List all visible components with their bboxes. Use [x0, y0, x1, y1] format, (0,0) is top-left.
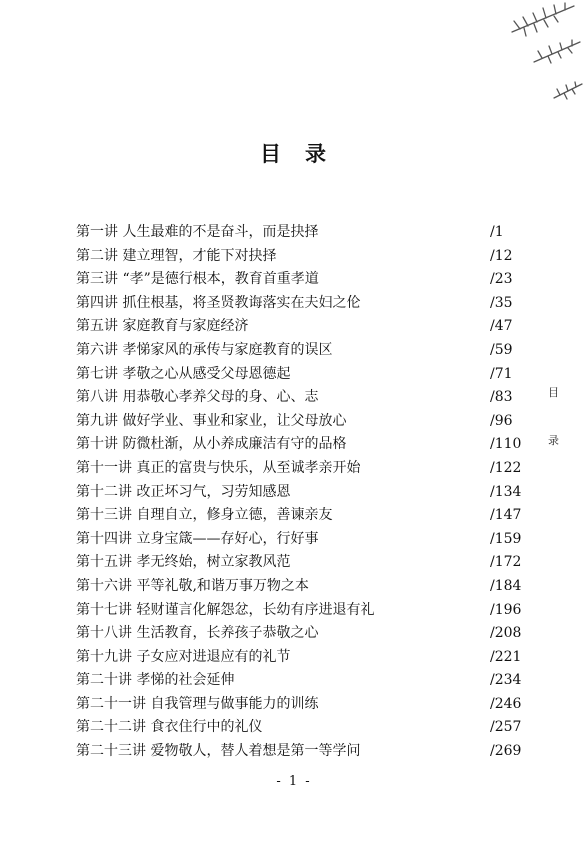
toc-entry-label: 第九讲 做好学业、事业和家业，让父母放心 — [76, 412, 347, 429]
toc-entry-page: /234 — [490, 672, 522, 689]
toc-entry[interactable] — [76, 315, 536, 339]
toc-entry-page: /35 — [490, 294, 513, 311]
toc-entry[interactable] — [76, 457, 536, 481]
toc-entry[interactable] — [76, 221, 536, 245]
toc-entry[interactable] — [76, 433, 536, 457]
toc-entry-page: /47 — [490, 318, 513, 335]
toc-entry[interactable] — [76, 339, 536, 363]
toc-entry[interactable] — [76, 551, 536, 575]
toc-entry-page: /257 — [490, 719, 522, 736]
toc-entry-label: 第十九讲 子女应对进退应有的礼节 — [76, 648, 291, 665]
toc-entry[interactable] — [76, 410, 536, 434]
toc-entry-page: /23 — [490, 271, 513, 288]
toc-entry-page: /246 — [490, 695, 522, 712]
page-number: - 1 - — [276, 774, 312, 789]
toc-entry[interactable] — [76, 599, 536, 623]
toc-entry-label: 第四讲 抓住根基，将圣贤教诲落实在夫妇之伦 — [76, 294, 361, 311]
toc-entry-label: 第七讲 孝敬之心从感受父母恩德起 — [76, 365, 291, 382]
toc-entry-label: 第二十讲 孝悌的社会延伸 — [76, 672, 235, 689]
bamboo-decoration-icon — [504, 2, 584, 112]
toc-entry[interactable] — [76, 740, 536, 764]
toc-entry-page: /172 — [490, 554, 522, 571]
toc-entry-page: /159 — [490, 530, 522, 547]
toc-entry-page: /208 — [490, 625, 522, 642]
toc-entry-label: 第二十一讲 自我管理与做事能力的训练 — [76, 695, 319, 712]
toc-entry-label: 第五讲 家庭教育与家庭经济 — [76, 318, 249, 335]
toc-entry-label: 第十五讲 孝无终始，树立家教风范 — [76, 554, 291, 571]
toc-entry-page: /12 — [490, 247, 513, 264]
page-title — [0, 138, 588, 168]
toc-entry-page: /71 — [490, 365, 513, 382]
toc-entry-page: /221 — [490, 648, 522, 665]
toc-entry[interactable] — [76, 292, 536, 316]
toc-entry[interactable] — [76, 504, 536, 528]
toc-entry-page: /1 — [490, 224, 504, 240]
toc-entry-label: 第十六讲 平等礼敬,和谐万事万物之本 — [76, 577, 309, 594]
toc-entry-page: /110 — [490, 436, 522, 453]
toc-entry[interactable] — [76, 245, 536, 269]
toc-entry-label: 第二讲 建立理智，才能下对抉择 — [76, 247, 277, 264]
toc-entry[interactable] — [76, 646, 536, 670]
toc-entry-label: 第二十三讲 爱物敬人，替人着想是第一等学问 — [76, 743, 361, 760]
side-tab-char-top: 目 — [548, 386, 559, 399]
toc-entry-label: 第二十二讲 食衣住行中的礼仪 — [76, 719, 263, 736]
toc-entry-label: 第三讲 “孝”是德行根本，教育首重孝道 — [76, 271, 319, 288]
toc-entry-page: /96 — [490, 412, 513, 429]
toc-entry-page: /122 — [490, 459, 522, 476]
toc-entry[interactable] — [76, 669, 536, 693]
toc-entry-page: /184 — [490, 577, 522, 594]
table-of-contents — [76, 221, 536, 764]
toc-entry[interactable] — [76, 481, 536, 505]
toc-entry[interactable] — [76, 268, 536, 292]
toc-entry[interactable] — [76, 622, 536, 646]
toc-entry-label: 第十二讲 改正坏习气，习劳知感恩 — [76, 483, 291, 500]
toc-entry[interactable] — [76, 386, 536, 410]
toc-entry-page: /134 — [490, 483, 522, 500]
toc-entry-label: 第十讲 防微杜渐，从小养成廉洁有守的品格 — [76, 436, 347, 453]
toc-entry[interactable] — [76, 575, 536, 599]
toc-entry-label: 第十八讲 生活教育，长养孩子恭敬之心 — [76, 625, 319, 642]
side-tab-char-bottom: 录 — [548, 434, 559, 447]
toc-entry[interactable] — [76, 528, 536, 552]
title-char-right: 录 — [305, 141, 328, 166]
toc-entry[interactable] — [76, 693, 536, 717]
toc-entry-label: 第六讲 孝悌家风的承传与家庭教育的误区 — [76, 341, 333, 358]
toc-entry[interactable] — [76, 363, 536, 387]
toc-entry-page: /196 — [490, 601, 522, 618]
toc-entry-page: /83 — [490, 389, 513, 406]
title-char-left: 目 — [260, 141, 283, 166]
toc-entry-label: 第十四讲 立身宝箴——存好心，行好事 — [76, 530, 319, 547]
toc-entry-label: 第一讲 人生最难的不是奋斗，而是抉择 — [76, 224, 319, 240]
toc-entry[interactable] — [76, 716, 536, 740]
toc-entry-label: 第十三讲 自理自立，修身立德，善谏亲友 — [76, 507, 333, 524]
toc-entry-page: /269 — [490, 743, 522, 760]
toc-entry-label: 第十一讲 真正的富贵与快乐，从至诚孝亲开始 — [76, 459, 361, 476]
toc-entry-page: /147 — [490, 507, 522, 524]
toc-entry-label: 第十七讲 轻财谨言化解怨忿，长幼有序进退有礼 — [76, 601, 375, 618]
toc-entry-page: /59 — [490, 341, 513, 358]
toc-entry-label: 第八讲 用恭敬心孝养父母的身、心、志 — [76, 389, 319, 406]
